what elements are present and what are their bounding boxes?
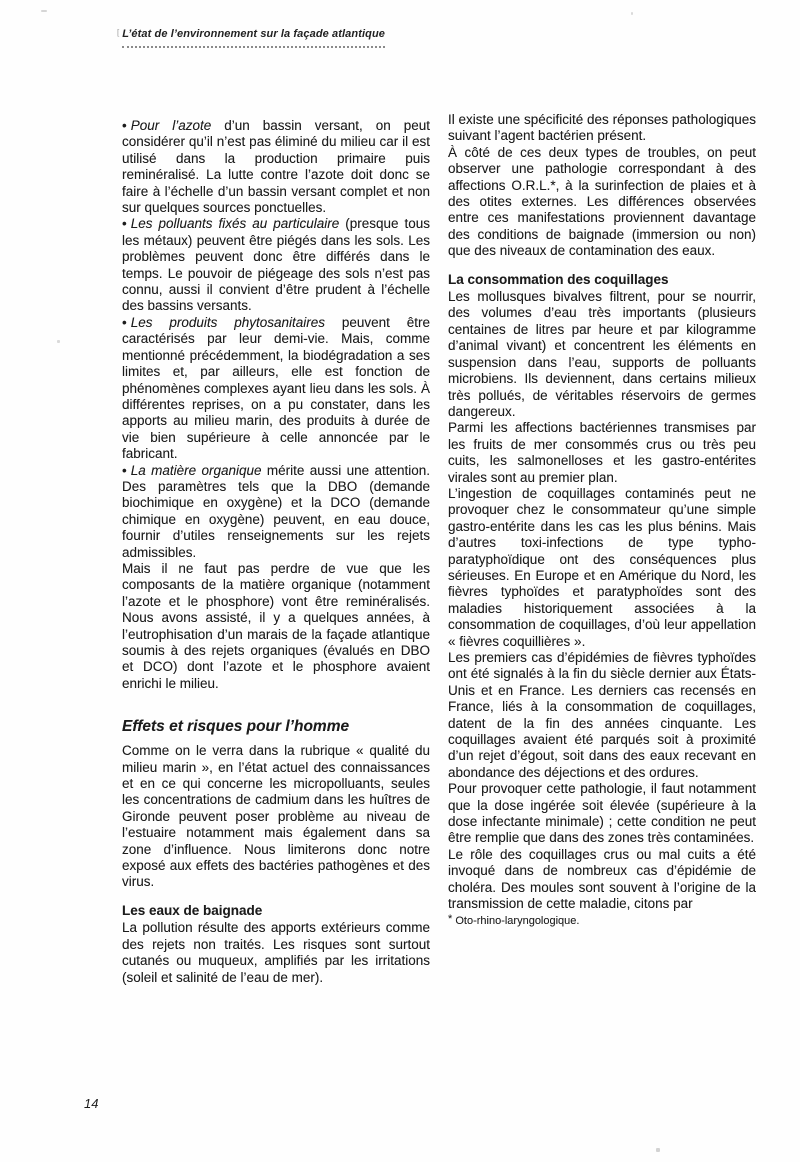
bullet-lead: Les polluants fixés au particulaire — [130, 216, 340, 232]
section-heading-effets-risques: Effets et risques pour l’homme — [122, 718, 350, 736]
bullet-text: peuvent être caractérisés par leur demi-vie. Mais, comme mentionné précédemment, la biodégradation a ses limites et, par ailleurs, elle est fonction de phénomènes complexes ayant lieu dans les sols. À différentes reprises, on a pu constater, dans les apports au milieu marin, des produits à durée de vie bien supérieure à celle annoncée par le fabricant. — [122, 314, 430, 462]
paragraph-specificite: Il existe une spécificité des réponses pathologiques suivant l’agent bactérien présent. — [448, 112, 756, 144]
bullet-dot-icon: • — [122, 118, 127, 133]
bullet-text: d’un bassin versant, on peut considérer qu’il n’est pas éliminé du milieu car il est utilisé dans la production primaire puis reminéralisé. La lutte contre l’azote doit donc se faire à l’échelle d’un bassin versant complet et non sur quelques sources ponctuelles. — [122, 118, 430, 216]
header-bracket-artifact: [ — [117, 28, 120, 37]
bullet-dot-icon: • — [122, 314, 127, 330]
bullet-text: mérite aussi une attention. Des paramètres tels que la DBO (demande biochimique en oxygène) et la DCO (demande chimique en oxygène) peuvent, en eau douce, fournir d’utiles renseignements sur les rejets admissibles. — [122, 462, 430, 560]
bullet-dot-icon: • — [122, 216, 127, 232]
paragraph-baignade: La pollution résulte des apports extérieurs comme des rejets non traités. Les risques sont surtout cutanés ou muqueux, amplifiés par les irritations (soleil et salinité de l’eau de mer). — [122, 920, 430, 985]
paragraph-ingestion: L’ingestion de coquillages contaminés peut ne provoquer chez le consommateur qu’une simple gastro-entérite dans les cas les plus bénins. Mais d’autres toxi-infections de type typho-paratyphoïdique ont des conséquences plus sérieuses. En Europe et en Amérique du Nord, les fièvres typhoïdes et paratyphoïdes sont des maladies historiquement associées à la consommation de coquillages, d’où leur appellation « fièvres coquillières ». — [448, 485, 756, 649]
bullet-phytosanitaires — [122, 315, 430, 463]
subheading-eaux-baignade: Les eaux de baignade — [122, 902, 263, 918]
scan-artifact — [656, 1148, 660, 1152]
footnote-orl — [448, 913, 756, 928]
scan-artifact — [631, 12, 633, 15]
right-column — [448, 112, 756, 986]
paragraph-epidemies: Les premiers cas d’épidémies de fièvres typhoïdes ont été signalés à la fin du siècle dernier aux États-Unis et en France. Les derniers cas recensés en France, liés à la consommation de coquillages, datent de la fin des années cinquante. Les coquillages avaient été parqués soit à proximité d’un rejet d’égout, soit dans des eaux recevant en abondance des déjections et des ordures. — [448, 650, 756, 780]
running-header-title: L’état de l’environnement sur la façade atlantique — [122, 28, 385, 40]
bullet-lead: La matière organique — [130, 462, 262, 478]
header-title-underline — [122, 24, 385, 48]
bullet-azote — [122, 118, 430, 216]
bullet-polluants — [122, 216, 430, 314]
paragraph-pathologie-dose: Pour provoquer cette pathologie, il faut notamment que la dose ingérée soit élevée (supérieure à la dose infectante minimale) ; cette condition ne peut être remplie que dans des zones très contaminées. — [448, 781, 756, 846]
paragraph-remineralisation: Mais il ne faut pas perdre de vue que les composants de la matière organique (notamment l’azote et le phosphore) vont être reminéralisés. Nous avons assisté, il y a quelques années, à l’eutrophisation d’un marais de la façade atlantique soumis à des rejets organiques (évalués en DBO et DCO) dont l’azote et le phosphore avaient enrichi le milieu. — [122, 560, 430, 691]
bullet-matiere-organique — [122, 463, 430, 561]
paragraph-affections: Parmi les affections bactériennes transmises par les fruits de mer consommés crus ou très peu cuits, les salmonelloses et les gastro-entérites virales sont au premier plan. — [448, 420, 756, 485]
subheading-consommation-coquillages: La consommation des coquillages — [448, 271, 669, 287]
page-number: 14 — [84, 1096, 99, 1111]
footnote-asterisk: * — [448, 912, 453, 925]
scan-artifact — [57, 340, 60, 343]
scan-artifact — [41, 10, 47, 12]
paragraph-section-intro: Comme on le verra dans la rubrique « qualité du milieu marin », en l’état actuel des connaissances et en ce qui concerne les micropolluants, seules les concentrations de cadmium dans les huîtres de Gironde peuvent poser problème au niveau de l’estuaire notamment mais également dans sa zone d’influence. Nous limiterons donc notre exposé aux effets des bactéries pathogènes et des virus. — [122, 743, 430, 890]
left-column — [122, 112, 430, 986]
bullet-lead: Pour l’azote — [130, 118, 212, 133]
footnote-text: Oto-rhino-laryngologique. — [452, 914, 580, 927]
page-header — [117, 24, 385, 48]
paragraph-mollusques: Les mollusques bivalves filtrent, pour se nourrir, des volumes d’eau très importants (plusieurs centaines de litres par heure et par kilogramme d’animal vivant) et concentrent les éléments en suspension dans l’eau, supports de polluants microbiens. Ils deviennent, dans certains milieux très pollués, de véritables réservoirs de germes dangereux. — [448, 289, 756, 419]
bullet-text: (presque tous les métaux) peuvent être piégés dans les sols. Les problèmes peuvent donc être différés dans le temps. Le pouvoir de piégeage des sols n’est pas connu, aussi il convient d’être prudent à l’échelle des bassins versants. — [122, 216, 430, 314]
bullet-lead: Les produits phytosanitaires — [130, 314, 326, 330]
bullet-dot-icon: • — [122, 462, 127, 478]
paragraph-orl: À côté de ces deux types de troubles, on peut observer une pathologie correspondant à des affections O.R.L.*, à la surinfection de plaies et à des otites externes. Les différences observées entre ces manifestations proviennent davantage des conditions de baignade (immersion ou non) que des niveaux de contamination des eaux. — [448, 144, 756, 259]
paragraph-cholera: Le rôle des coquillages crus ou mal cuits a été invoqué dans de nombreux cas d’épidémie de choléra. Des moules sont souvent à l’origine de la transmission de cette maladie, citons par — [448, 846, 756, 912]
text-columns — [122, 112, 756, 986]
